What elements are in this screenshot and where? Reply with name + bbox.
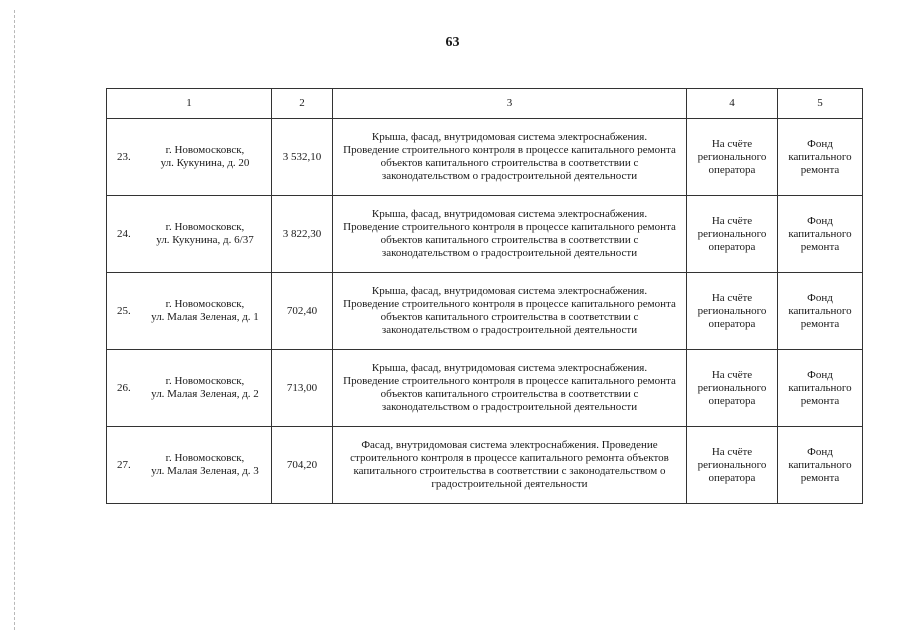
fund-method: На счёте регионального оператора (687, 273, 778, 350)
works-description: Крыша, фасад, внутридомовая система электроснабжения. Проведение строительного контроля в процессе капитального ремонта объектов капитального строительства в соответствии с законодательством о градостроительной деятельности (333, 350, 687, 427)
table-header-row (107, 89, 863, 119)
column-header-5: 5 (778, 89, 863, 119)
column-header-4: 4 (687, 89, 778, 119)
address-city: г. Новомосковск, (165, 221, 245, 233)
column-header-1: 1 (107, 89, 272, 119)
table-row (107, 119, 863, 196)
funding-source: Фонд капитального ремонта (778, 350, 863, 427)
address (145, 375, 265, 401)
table-row (107, 427, 863, 504)
funding-source: Фонд капитального ремонта (778, 196, 863, 273)
row-number: 23. (117, 150, 131, 163)
page-number: 63 (445, 35, 460, 50)
works-description: Крыша, фасад, внутридомовая система электроснабжения. Проведение строительного контроля в процессе капитального ремонта объектов капитального строительства в соответствии с законодательством о градостроительной деятельности (333, 119, 687, 196)
address-cell (107, 427, 272, 504)
address (145, 221, 265, 247)
area-value: 704,20 (272, 427, 333, 504)
funding-source: Фонд капитального ремонта (778, 119, 863, 196)
table-row (107, 196, 863, 273)
address-cell (107, 350, 272, 427)
table-row (107, 350, 863, 427)
column-header-2: 2 (272, 89, 333, 119)
area-value: 713,00 (272, 350, 333, 427)
column-header-3: 3 (333, 89, 687, 119)
fund-method: На счёте регионального оператора (687, 350, 778, 427)
funding-source: Фонд капитального ремонта (778, 427, 863, 504)
row-number: 26. (117, 381, 131, 394)
works-description: Крыша, фасад, внутридомовая система электроснабжения. Проведение строительного контроля в процессе капитального ремонта объектов капитального строительства в соответствии с законодательством о градостроительной деятельности (333, 273, 687, 350)
fund-method: На счёте регионального оператора (687, 119, 778, 196)
address-city: г. Новомосковск, (165, 375, 245, 387)
address-street: ул. Кукунина, д. 20 (160, 157, 250, 169)
address (145, 144, 265, 170)
address (145, 452, 265, 478)
address-cell (107, 196, 272, 273)
address-cell (107, 119, 272, 196)
address-street: ул. Малая Зеленая, д. 3 (151, 465, 259, 477)
address-street: ул. Малая Зеленая, д. 1 (151, 311, 259, 323)
fund-method: На счёте регионального оператора (687, 427, 778, 504)
works-description: Крыша, фасад, внутридомовая система электроснабжения. Проведение строительного контроля в процессе капитального ремонта объектов капитального строительства в соответствии с законодательством о градостроительной деятельности (333, 196, 687, 273)
address-cell (107, 273, 272, 350)
row-number: 27. (117, 458, 131, 471)
fund-method: На счёте регионального оператора (687, 196, 778, 273)
area-value: 3 532,10 (272, 119, 333, 196)
address-city: г. Новомосковск, (165, 298, 245, 310)
repair-works-table (106, 88, 863, 504)
table-row (107, 273, 863, 350)
address (145, 298, 265, 324)
area-value: 3 822,30 (272, 196, 333, 273)
funding-source: Фонд капитального ремонта (778, 273, 863, 350)
margin-guide-line (14, 10, 15, 630)
address-city: г. Новомосковск, (165, 452, 245, 464)
row-number: 24. (117, 227, 131, 240)
works-description: Фасад, внутридомовая система электроснабжения. Проведение строительного контроля в процессе капитального ремонта объектов капитального строительства в соответствии с законодательством о градостроительной деятельности (333, 427, 687, 504)
row-number: 25. (117, 304, 131, 317)
area-value: 702,40 (272, 273, 333, 350)
address-city: г. Новомосковск, (165, 144, 245, 156)
address-street: ул. Малая Зеленая, д. 2 (151, 388, 259, 400)
address-street: ул. Кукунина, д. 6/37 (156, 234, 254, 246)
